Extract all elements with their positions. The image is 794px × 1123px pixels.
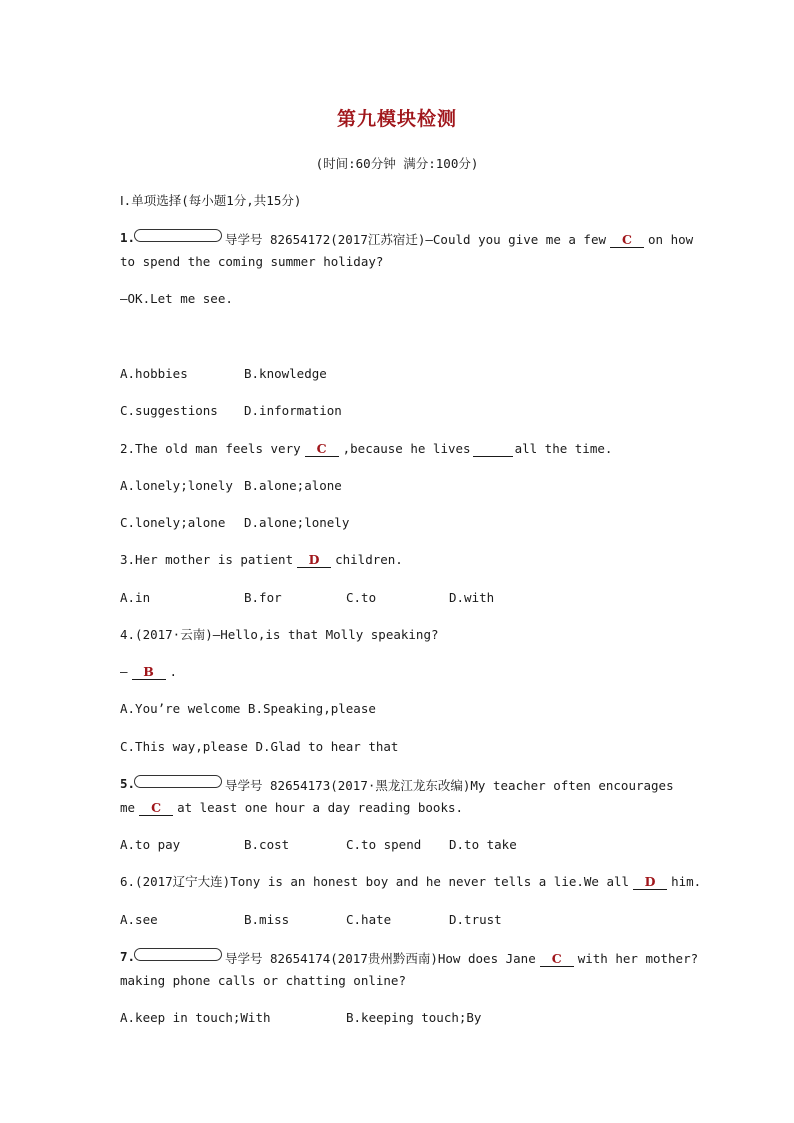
option-b: B.cost	[244, 837, 290, 852]
question-5-options	[120, 836, 676, 854]
option-b: B.keeping touch;By	[346, 1010, 482, 1025]
question-3-stem-a: 3.Her mother is patient	[120, 552, 294, 567]
question-3-stem-b: children.	[335, 552, 403, 567]
question-7-options	[120, 1009, 676, 1027]
option-d: D.with	[449, 590, 495, 605]
option-c: C.to spend	[346, 837, 422, 852]
question-1-ref: 导学号 82654172(2017江苏宿迁)—Could you give me a few	[225, 232, 607, 247]
question-1-line-3: —OK.Let me see.	[120, 291, 233, 306]
option-b: B.alone;alone	[244, 478, 342, 493]
option-b: B.for	[244, 590, 282, 605]
empty-blank	[473, 441, 513, 457]
question-1-tail: on how	[648, 232, 694, 247]
question-3-options	[120, 589, 676, 607]
option-c: C.hate	[346, 912, 392, 927]
question-2-options-ab	[120, 477, 676, 495]
answer-blank: C	[540, 951, 574, 967]
question-6-stem-b: him.	[671, 874, 702, 889]
option-a: A.hobbies	[120, 366, 188, 381]
question-3-stem	[120, 551, 676, 569]
ref-oval-icon	[134, 948, 222, 961]
question-7-tail: with her mother?	[577, 951, 699, 966]
ref-oval-icon	[134, 775, 222, 788]
answer-blank: B	[132, 664, 166, 680]
answer-blank: C	[139, 800, 173, 816]
option-a: A.keep in touch;With	[120, 1010, 271, 1025]
option-d: D.alone;lonely	[244, 515, 350, 530]
answer-blank: D	[297, 552, 331, 568]
question-1-options-cd	[120, 402, 676, 420]
question-5-line-2-b: at least one hour a day reading books.	[177, 800, 464, 815]
page-title: 第九模块检测	[336, 108, 457, 130]
section-heading: Ⅰ.单项选择(每小题1分,共15分)	[120, 193, 302, 208]
question-2-stem-a: 2.The old man feels very	[120, 441, 301, 456]
answer-blank: D	[633, 874, 667, 890]
option-a: A.see	[120, 912, 158, 927]
option-c: C.to	[346, 590, 377, 605]
question-4-options-cd: C.This way,please D.Glad to hear that	[120, 739, 399, 754]
question-5-ref: 导学号 82654173(2017·黑龙江龙东改编)My teacher often encourages	[225, 778, 674, 793]
exam-info: (时间:60分钟 满分:100分)	[315, 156, 479, 171]
question-7-line-2: making phone calls or chatting online?	[120, 973, 406, 988]
option-d: D.to take	[449, 837, 517, 852]
answer-blank: C	[610, 232, 644, 248]
question-4-reply	[120, 663, 676, 681]
question-5-line-1	[120, 775, 676, 795]
option-c: C.lonely;alone	[120, 515, 226, 530]
question-1-number: 1.	[120, 230, 136, 245]
reply-period: .	[169, 664, 178, 679]
question-2-stem-c: all the time.	[514, 441, 613, 456]
question-2-stem-b: ,because he lives	[342, 441, 471, 456]
question-2-stem	[120, 440, 676, 458]
ref-oval-icon	[134, 229, 222, 242]
question-6-stem-a: 6.(2017辽宁大连)Tony is an honest boy and he never tells a lie.We all	[120, 874, 630, 889]
option-c: C.suggestions	[120, 403, 218, 418]
question-7-line-1	[120, 948, 699, 968]
question-2-options-cd	[120, 514, 676, 532]
question-7-number: 7.	[120, 949, 136, 964]
question-1-line-1	[120, 229, 694, 249]
reply-dash: —	[120, 664, 128, 679]
option-d: D.information	[244, 403, 342, 418]
question-1-line-2: to spend the coming summer holiday?	[120, 254, 384, 269]
question-7-ref: 导学号 82654174(2017贵州黔西南)How does Jane	[225, 951, 536, 966]
question-5-number: 5.	[120, 776, 136, 791]
answer-blank: C	[305, 441, 339, 457]
question-5-line-2-a: me	[120, 800, 136, 815]
question-1-options-ab	[120, 365, 676, 383]
option-b: B.miss	[244, 912, 290, 927]
question-5-line-2	[120, 799, 676, 817]
question-6-options	[120, 911, 676, 929]
question-4-options-ab: A.You’re welcome B.Speaking,please	[120, 701, 376, 716]
question-4-stem: 4.(2017·云南)—Hello,is that Molly speaking?	[120, 627, 439, 642]
option-b: B.knowledge	[244, 366, 327, 381]
option-a: A.in	[120, 590, 151, 605]
question-6-stem	[120, 873, 702, 891]
option-a: A.lonely;lonely	[120, 478, 233, 493]
option-a: A.to pay	[120, 837, 181, 852]
option-d: D.trust	[449, 912, 502, 927]
